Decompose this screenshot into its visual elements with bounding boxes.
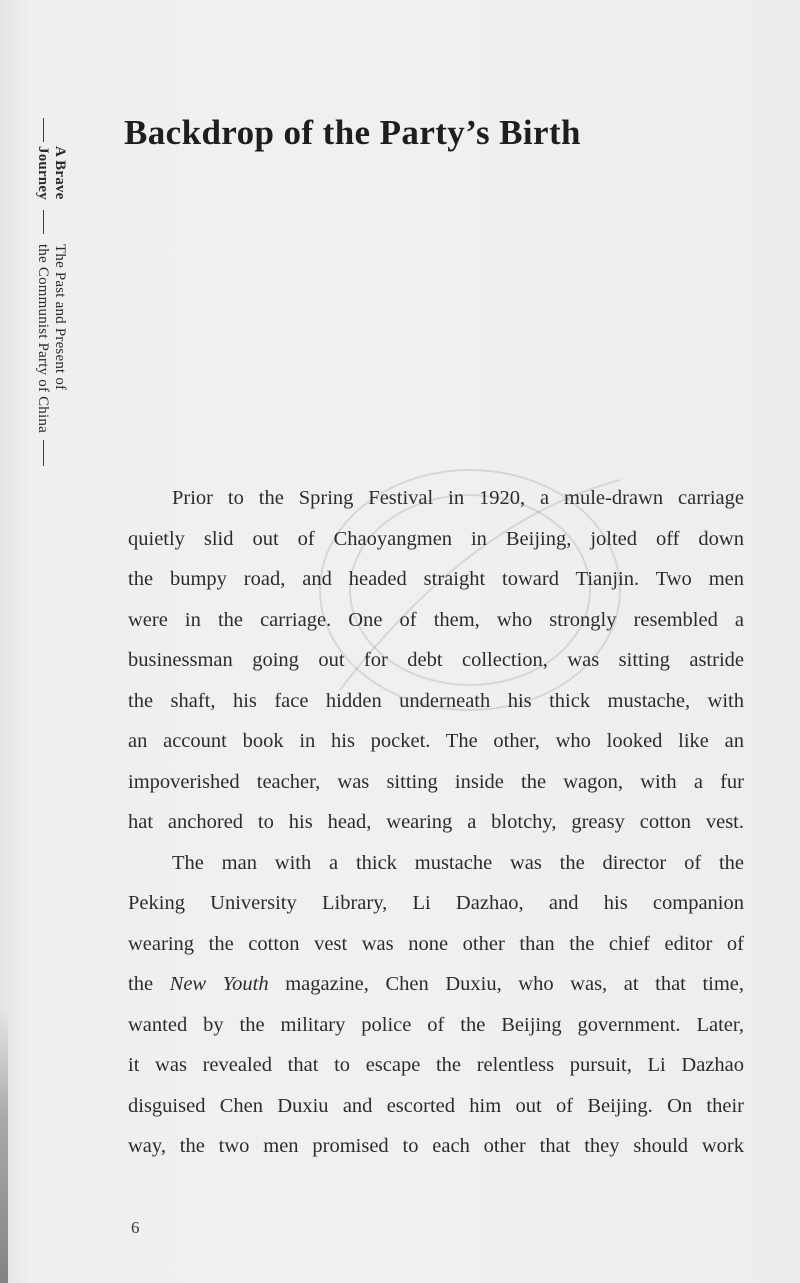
body-text	[128, 478, 744, 1167]
book-title	[34, 146, 68, 200]
header-rule-middle	[43, 210, 44, 234]
text-line: were in the carriage. One of them, who strongly resembled a	[128, 608, 744, 631]
text-line: quietly slid out of Chaoyangmen in Beijing, jolted off down	[128, 527, 744, 550]
text-line: impoverished teacher, was sitting inside the wagon, with a fur	[128, 770, 744, 793]
paragraph-2	[128, 843, 744, 1167]
text-line: businessman going out for debt collection, was sitting astride	[128, 649, 744, 671]
text-line: Peking University Library, Li Dazhao, and his companion	[128, 892, 744, 914]
section-heading: Backdrop of the Party’s Birth	[124, 113, 581, 152]
magazine-title: New Youth	[169, 973, 269, 995]
text-line: Prior to the Spring Festival in 1920, a mule-drawn carriage	[172, 487, 744, 509]
header-rule-top	[43, 118, 44, 142]
text-rest: magazine, Chen Duxiu, who was, at that time,	[285, 973, 745, 995]
text-line: an account book in his pocket. The other, who looked like an	[128, 730, 744, 752]
text-line: way, the two men promised to each other that they should work	[128, 1135, 744, 1157]
text-prefix: the	[128, 973, 154, 995]
running-header	[34, 118, 82, 468]
book-title-line-1: A Brave	[52, 146, 68, 200]
book-subtitle	[34, 244, 68, 433]
text-line: The man with a thick mustache was the director of the	[172, 851, 744, 874]
header-rule-bottom	[43, 440, 44, 466]
page-number: 6	[131, 1218, 140, 1237]
text-line: hat anchored to his head, wearing a blotchy, greasy cotton vest.	[128, 811, 744, 833]
text-line: the shaft, his face hidden underneath his thick mustache, with	[128, 689, 744, 712]
text-line: disguised Chen Duxiu and escorted him out of Beijing. On their	[128, 1094, 744, 1117]
text-line: the bumpy road, and headed straight toward Tianjin. Two men	[128, 568, 744, 590]
text-line-with-italic	[128, 964, 744, 1005]
text-line: wearing the cotton vest was none other than the chief editor of	[128, 932, 744, 955]
book-title-line-2: Journey	[35, 146, 51, 200]
paragraph-1	[128, 478, 744, 843]
subtitle-line-1: The Past and Present of	[52, 244, 68, 391]
text-line: it was revealed that to escape the relentless pursuit, Li Dazhao	[128, 1054, 744, 1076]
text-line: wanted by the military police of the Beijing government. Later,	[128, 1013, 744, 1036]
spine-shadow	[0, 1010, 8, 1283]
subtitle-line-2: the Communist Party of China	[35, 244, 51, 433]
